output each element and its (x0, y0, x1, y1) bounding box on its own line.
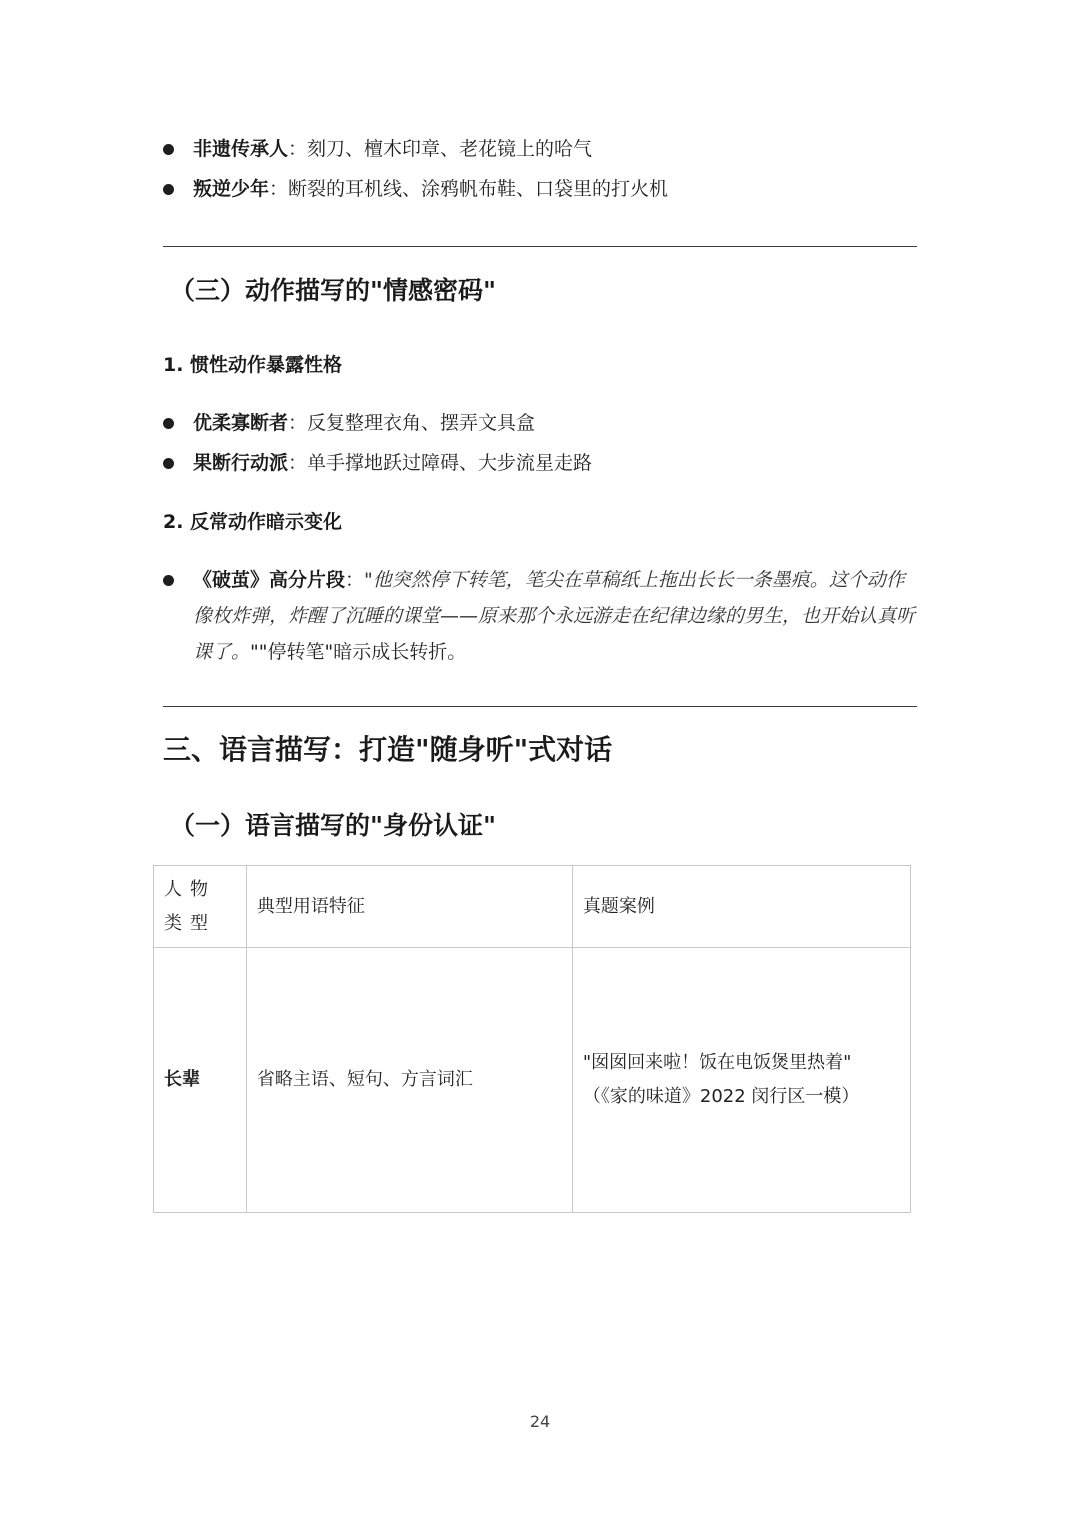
persona-table (153, 865, 911, 1213)
section-heading: （一）语言描写的"身份认证" (170, 811, 497, 840)
table-header-cell: 典型用语特征 (246, 866, 572, 948)
item-label: 《破茧》高分片段 (193, 569, 346, 591)
item-text: 反复整理衣角、摆弄文具盒 (307, 412, 536, 434)
item-label: 非遗传承人 (193, 138, 289, 160)
table-cell-type: 长辈 (154, 948, 247, 1213)
chapter-heading: 三、语言描写：打造"随身听"式对话 (163, 733, 613, 766)
bullet-icon (163, 418, 174, 429)
bullet-icon (163, 458, 174, 469)
item-label: 叛逆少年 (193, 178, 270, 200)
table-header-cell: 人物类型 (154, 866, 247, 948)
table-row (154, 948, 911, 1213)
item-label: 果断行动派 (193, 452, 289, 474)
table-header-row (154, 866, 911, 948)
item-text: 断裂的耳机线、涂鸦帆布鞋、口袋里的打火机 (288, 178, 669, 200)
quote-text: "他突然停下转笔，笔尖在草稿纸上拖出长长一条墨痕。这个动作像枚炸弹，炸醒了沉睡的课堂——原来那个永远游走在纪律边缘的男生，也开始认真听课了。 (193, 569, 916, 663)
item-text: 刻刀、檀木印章、老花镜上的哈气 (307, 138, 593, 160)
list-item: 《破茧》高分片段："他突然停下转笔，笔尖在草稿纸上拖出长长一条墨痕。这个动作像枚炸弹，炸醒了沉睡的课堂——原来那个永远游走在纪律边缘的男生，也开始认真听课了。""停转笔"暗示成长转折。 (163, 562, 919, 670)
bullet-icon (163, 184, 174, 195)
table-cell-case (572, 948, 910, 1213)
item-text: 单手撑地跃过障碍、大步流星走路 (307, 452, 593, 474)
page-number: 24 (529, 1412, 551, 1431)
bullet-icon (163, 144, 174, 155)
divider (163, 246, 917, 247)
list-item: 非遗传承人：刻刀、檀木印章、老花镜上的哈气 (163, 131, 923, 167)
list-item: 叛逆少年：断裂的耳机线、涂鸦帆布鞋、口袋里的打火机 (163, 171, 923, 207)
table-cell-feature: 省略主语、短句、方言词汇 (246, 948, 572, 1213)
bullet-icon (163, 575, 174, 586)
case-quote: "囡囡回来啦！饭在电饭煲里热着" (582, 1052, 852, 1073)
case-source: （《家的味道》2022 闵行区一模） (582, 1086, 860, 1107)
table-header-cell: 真题案例 (572, 866, 910, 948)
list-item: 优柔寡断者：反复整理衣角、摆弄文具盒 (163, 405, 923, 441)
subsection-title: 1. 惯性动作暴露性格 (163, 354, 343, 376)
subsection-title: 2. 反常动作暗示变化 (163, 511, 343, 533)
section-heading: （三）动作描写的"情感密码" (170, 276, 497, 305)
divider (163, 706, 917, 707)
list-item: 果断行动派：单手撑地跃过障碍、大步流星走路 (163, 445, 923, 481)
item-label: 优柔寡断者 (193, 412, 289, 434)
item-text: ""停转笔"暗示成长转折。 (250, 641, 467, 663)
